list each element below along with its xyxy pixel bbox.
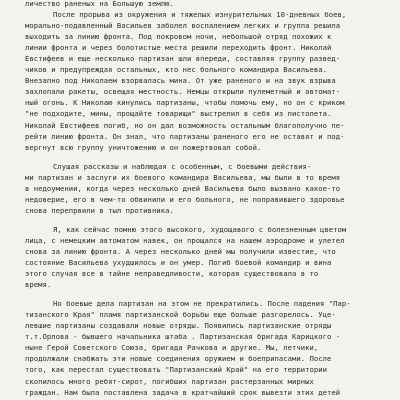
- paragraph: [25, 298, 390, 397]
- text-line: выходить за линию фронта. Под покровом ночи, небольшой отряд похожих к: [25, 32, 332, 42]
- text-line: в недоумении, когда через несколько дней Васильева было вызвано какое-то: [25, 183, 341, 193]
- text-line: После прорыва из окружения и тяжелых изнурительных 10-дневных боев,: [53, 10, 347, 20]
- text-line: этого случая все в тайне неправедливости, которая существовала в то: [25, 269, 319, 279]
- text-line: ныне Герой Советского Союза, бригада Рачкова и другие. Мы, летчики,: [25, 343, 319, 353]
- paragraph-gap: [25, 153, 390, 161]
- text-line: Я, как сейчас помню этого высокого, худощавого с болезненным цветом: [53, 224, 347, 234]
- paragraph-gap: [25, 290, 390, 298]
- text-line: левшие партизаны создавали новые отряды. Появились партизанские отряды: [25, 321, 332, 331]
- text-line: скопилось много ребят-сирот, погибших партизан растерзанных мирных: [25, 376, 314, 386]
- paragraph: [25, 0, 390, 9]
- text-line: морально-подавленный Васильев заболел воспалением легких и группа решила: [25, 21, 341, 31]
- text-line: личество раненых на Большую землю.: [25, 0, 174, 8]
- text-line: т.т.Орлова - бывшего начальника штаба . Партизанская бригада Карицкого -: [25, 332, 341, 342]
- text-line: граждан. Нам была поставлена задача в кратчайший срок вывезти этих детей: [25, 387, 341, 397]
- text-line: Но боевые дела партизан на этом не прекратились. После падения "Пар-: [53, 299, 351, 309]
- text-line: снова за линию фронта. А через несколько дней мы получили известие, что: [25, 246, 336, 256]
- text-line: состояние Васильева ухудшилось и он умер. Погиб боевой командир и вина: [25, 258, 332, 268]
- text-line: рейти линию фронта. Он знал, что партизаны раненого его не оставят и под-: [25, 131, 345, 141]
- paragraph: [25, 224, 390, 290]
- text-line: снова перепрвили в тыл противника.: [25, 205, 174, 215]
- paragraph: [25, 9, 390, 153]
- text-line: того, как перестал существовать "Партизанский Край" на его территории: [25, 365, 328, 375]
- text-line: Евстифеев и еще несколько партизан шли впереди, составляя группу развед-: [25, 54, 341, 64]
- text-line: линии фронта и через болотистые места решили переходить фронт. Николай: [25, 43, 332, 53]
- text-line: Слушая рассказы и наблюдая с особенным, с боевыми действия-: [53, 161, 312, 171]
- text-line: тизанского Края" пламя партизанской борьбы еще больше разгорелось. Уце-: [25, 310, 336, 320]
- text-line: чиков и предупреждая остальных, кто нес больного командира Васильева.: [25, 65, 328, 75]
- text-line: ми партизан и заслуги их боевого командира Васильева, мы были в то время: [25, 172, 341, 182]
- paragraph: [25, 161, 390, 216]
- text-line: "не подходите, мины, прощайте товарищи" выстрелил в себя из пистолета.: [25, 109, 332, 119]
- text-line: захлопали ракеты, освещая местность. Немцы открыли пулеметный и автомат-: [25, 87, 341, 97]
- text-line: Внезапно под Николаем взорвалась мина. От уже раненого и на звук взрыва: [25, 76, 336, 86]
- paragraph-gap: [25, 216, 390, 224]
- text-line: вергнут всю группу уничтожению и он пожертвовал собой.: [25, 142, 262, 152]
- text-line: лица, с немецким автоматом навек, он прощался на нашем аэродроме и улетел: [25, 235, 345, 245]
- text-line: Николай Евстифеев погиб, но он дал возможность остальным благополучно пе-: [25, 120, 345, 130]
- text-line: недоверие, его в чем-то обвинили и его больного, не поправившего здоровье: [25, 194, 345, 204]
- text-line: время.: [25, 280, 52, 290]
- text-line: ный огонь. К Николаю кинулись партизаны, чтобы помочь ему, но он с криком: [25, 98, 345, 108]
- text-line: продолжали снабжать эти новые соединения оружием и боеприпасами. После: [25, 354, 332, 364]
